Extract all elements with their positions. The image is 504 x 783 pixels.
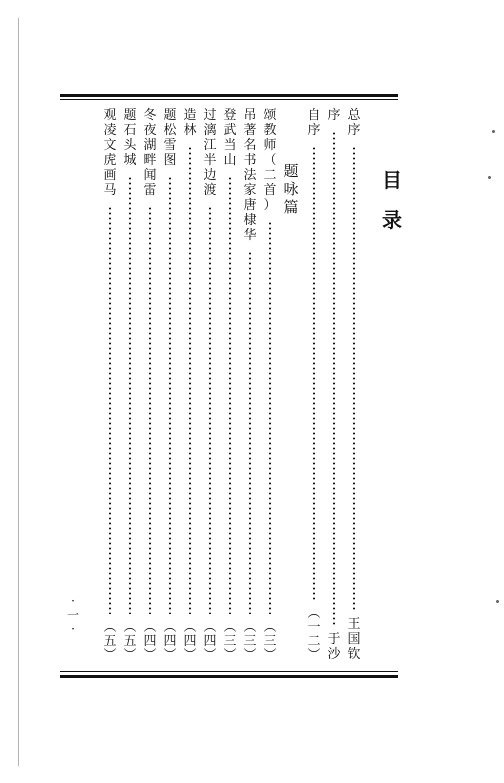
toc-title-char: （ xyxy=(263,153,277,168)
toc-title-char: 吊 xyxy=(243,108,257,123)
toc-entry xyxy=(142,108,158,662)
toc-entry xyxy=(262,108,278,662)
toc-title-char: 畔 xyxy=(143,153,157,168)
toc-title-char: 漓 xyxy=(203,123,217,138)
toc-title-char: 边 xyxy=(203,168,217,183)
toc-title-char: 华 xyxy=(243,228,257,243)
toc-title-char: 法 xyxy=(243,168,257,183)
toc-entry xyxy=(242,108,258,662)
toc-leader-dots xyxy=(149,206,151,614)
toc-leader-dots xyxy=(229,176,231,614)
toc-title-char: 题 xyxy=(123,108,137,123)
toc-title-char: 题 xyxy=(163,108,177,123)
toc-title-char: 自 xyxy=(307,108,321,123)
toc-page-char: ︶ xyxy=(143,648,157,663)
toc-title-char: 造 xyxy=(183,108,197,123)
toc-title-char: 教 xyxy=(263,123,277,138)
toc-entry-page xyxy=(162,620,178,662)
top-rule-thin xyxy=(60,99,398,100)
toc-title-char: 图 xyxy=(163,153,177,168)
toc-page-char: 三 xyxy=(243,634,257,649)
toc-title-char: 山 xyxy=(223,153,237,168)
toc-page-char: ︵ xyxy=(123,620,137,635)
toc-title-char: 松 xyxy=(163,123,177,138)
toc-entry-page xyxy=(262,620,278,662)
toc-page-char: 三 xyxy=(223,634,237,649)
toc-title-char: 棣 xyxy=(243,213,257,228)
toc-title-char: 序 xyxy=(307,123,321,138)
toc-entry xyxy=(102,108,118,662)
toc-page-char: 四 xyxy=(143,634,157,649)
toc-title-char: 总 xyxy=(347,108,361,123)
toc-entry-title xyxy=(326,108,342,123)
toc-title-char: 序 xyxy=(347,123,361,138)
toc-leader-dots xyxy=(189,146,191,614)
toc-page-char: ︵ xyxy=(203,620,217,635)
section-heading-char: 咏 xyxy=(283,180,299,198)
toc-author-char: 国 xyxy=(347,632,361,647)
page-edge-line xyxy=(18,18,19,766)
toc-entry-title xyxy=(102,108,118,198)
page-number xyxy=(66,594,80,636)
bottom-rule-thick xyxy=(60,675,398,678)
toc-entry xyxy=(306,108,322,662)
toc-entry-page xyxy=(102,620,118,662)
paper-speck xyxy=(496,600,499,603)
page-title-char: 录 xyxy=(382,208,402,232)
toc-entry-page xyxy=(202,620,218,662)
toc-entry-page xyxy=(142,620,158,662)
section-heading-char: 题 xyxy=(283,162,299,180)
toc-entry xyxy=(162,108,178,662)
toc-title-char: 头 xyxy=(123,138,137,153)
toc-entry-title xyxy=(182,108,198,138)
page-title-char: 目 xyxy=(382,168,402,192)
toc-title-char: 城 xyxy=(123,153,137,168)
toc-title-char: ） xyxy=(263,198,277,213)
toc-entry xyxy=(326,108,342,662)
toc-author-char: 沙 xyxy=(327,647,341,662)
toc-page-char: 五 xyxy=(123,634,137,649)
toc-entry-page xyxy=(122,620,138,662)
toc-page-char: ︶ xyxy=(263,648,277,663)
toc-page-char: 五 xyxy=(103,634,117,649)
toc-title-char: 冬 xyxy=(143,108,157,123)
toc-page-char: ︵ xyxy=(243,620,257,635)
toc-title-char: 过 xyxy=(203,108,217,123)
toc-title-char: 半 xyxy=(203,153,217,168)
toc-page-char: ︶ xyxy=(163,648,177,663)
toc-title-char: 石 xyxy=(123,123,137,138)
toc-page-char: ︶ xyxy=(103,648,117,663)
paper-speck xyxy=(488,176,491,179)
toc-entry-page xyxy=(182,620,198,662)
toc-entry-title xyxy=(262,108,278,213)
toc-page-char: 四 xyxy=(163,634,177,649)
toc-leader-dots xyxy=(169,176,171,614)
toc-leader-dots xyxy=(249,251,251,614)
toc-title-char: 序 xyxy=(327,108,341,123)
toc-entry-page xyxy=(242,620,258,662)
toc-title-char: 文 xyxy=(103,138,117,153)
toc-entry-page xyxy=(306,606,322,662)
toc-page-char: 一 xyxy=(307,620,321,635)
toc-entry-title xyxy=(306,108,322,138)
page-number-char: · xyxy=(71,622,75,636)
toc-leader-dots xyxy=(313,146,315,600)
toc-title-char: 登 xyxy=(223,108,237,123)
toc-title-char: 江 xyxy=(203,138,217,153)
bottom-rule-thin xyxy=(60,671,398,672)
toc-entry-title xyxy=(142,108,158,198)
toc-entry-title xyxy=(222,108,238,168)
toc-title-char: 家 xyxy=(243,183,257,198)
toc-title-char: 颂 xyxy=(263,108,277,123)
toc-title-char: 二 xyxy=(263,168,277,183)
toc-entry-title xyxy=(202,108,218,198)
toc-author-char: 于 xyxy=(327,632,341,647)
toc-title-char: 林 xyxy=(183,123,197,138)
toc-page-char: ︵ xyxy=(163,620,177,635)
toc-page-char: ︵ xyxy=(263,620,277,635)
toc-page-char: 四 xyxy=(203,634,217,649)
toc-title-char: 雷 xyxy=(143,183,157,198)
toc-author-char: 钦 xyxy=(347,647,361,662)
toc-entry-author xyxy=(326,632,342,662)
toc-entry-page xyxy=(222,620,238,662)
toc-title-char: 唐 xyxy=(243,198,257,213)
toc-title-char: 师 xyxy=(263,138,277,153)
page-number-char: 一 xyxy=(66,608,79,622)
toc-title-char: 闻 xyxy=(143,168,157,183)
toc-title-char: 虎 xyxy=(103,153,117,168)
toc-page-char: ︵ xyxy=(143,620,157,635)
page-number-char: · xyxy=(71,594,75,608)
toc-leader-dots xyxy=(353,146,355,611)
toc-page-char: ︶ xyxy=(243,648,257,663)
toc-page-char: ︶ xyxy=(203,648,217,663)
paper-speck xyxy=(492,130,495,133)
section-heading-char: 篇 xyxy=(283,198,299,216)
toc-entry xyxy=(122,108,138,662)
toc-page-char: ︶ xyxy=(307,648,321,663)
toc-leader-dots xyxy=(129,176,131,614)
toc-entry xyxy=(222,108,238,662)
toc-page-char: 二 xyxy=(307,634,321,649)
toc-title-char: 凌 xyxy=(103,123,117,138)
toc-page-char: ︶ xyxy=(123,648,137,663)
toc-page-char: ︶ xyxy=(223,648,237,663)
toc-page-char: 四 xyxy=(183,634,197,649)
toc-title-char: 著 xyxy=(243,123,257,138)
toc-leader-dots xyxy=(209,206,211,614)
toc-page-char: 三 xyxy=(263,634,277,649)
toc-title-char: 武 xyxy=(223,123,237,138)
toc-page-char: ︵ xyxy=(183,620,197,635)
toc-entry-title xyxy=(162,108,178,168)
toc-title-char: 雪 xyxy=(163,138,177,153)
toc-entry xyxy=(182,108,198,662)
toc-entry-title xyxy=(242,108,258,243)
toc-title-char: 湖 xyxy=(143,138,157,153)
toc-entry xyxy=(202,108,218,662)
section-heading xyxy=(282,162,300,216)
top-rule-thick xyxy=(60,94,398,97)
toc-title-char: 当 xyxy=(223,138,237,153)
toc-page-char: ︵ xyxy=(103,620,117,635)
toc-title-char: 马 xyxy=(103,183,117,198)
toc-page-char: ︶ xyxy=(183,648,197,663)
toc-entry xyxy=(346,108,362,662)
toc-entry-title xyxy=(122,108,138,168)
toc-title-char: 画 xyxy=(103,168,117,183)
toc-entry-author xyxy=(346,617,362,662)
toc-page-char: ︵ xyxy=(307,606,321,621)
toc-title-char: 夜 xyxy=(143,123,157,138)
page-title xyxy=(380,168,404,232)
toc-title-char: 渡 xyxy=(203,183,217,198)
toc-title-char: 名 xyxy=(243,138,257,153)
toc-leader-dots xyxy=(333,131,335,626)
toc-page-char: ︵ xyxy=(223,620,237,635)
toc-entry-title xyxy=(346,108,362,138)
toc-title-char: 书 xyxy=(243,153,257,168)
toc-author-char: 王 xyxy=(347,617,361,632)
toc-title-char: 观 xyxy=(103,108,117,123)
toc-leader-dots xyxy=(109,206,111,614)
toc-title-char: 首 xyxy=(263,183,277,198)
toc-leader-dots xyxy=(269,221,271,614)
